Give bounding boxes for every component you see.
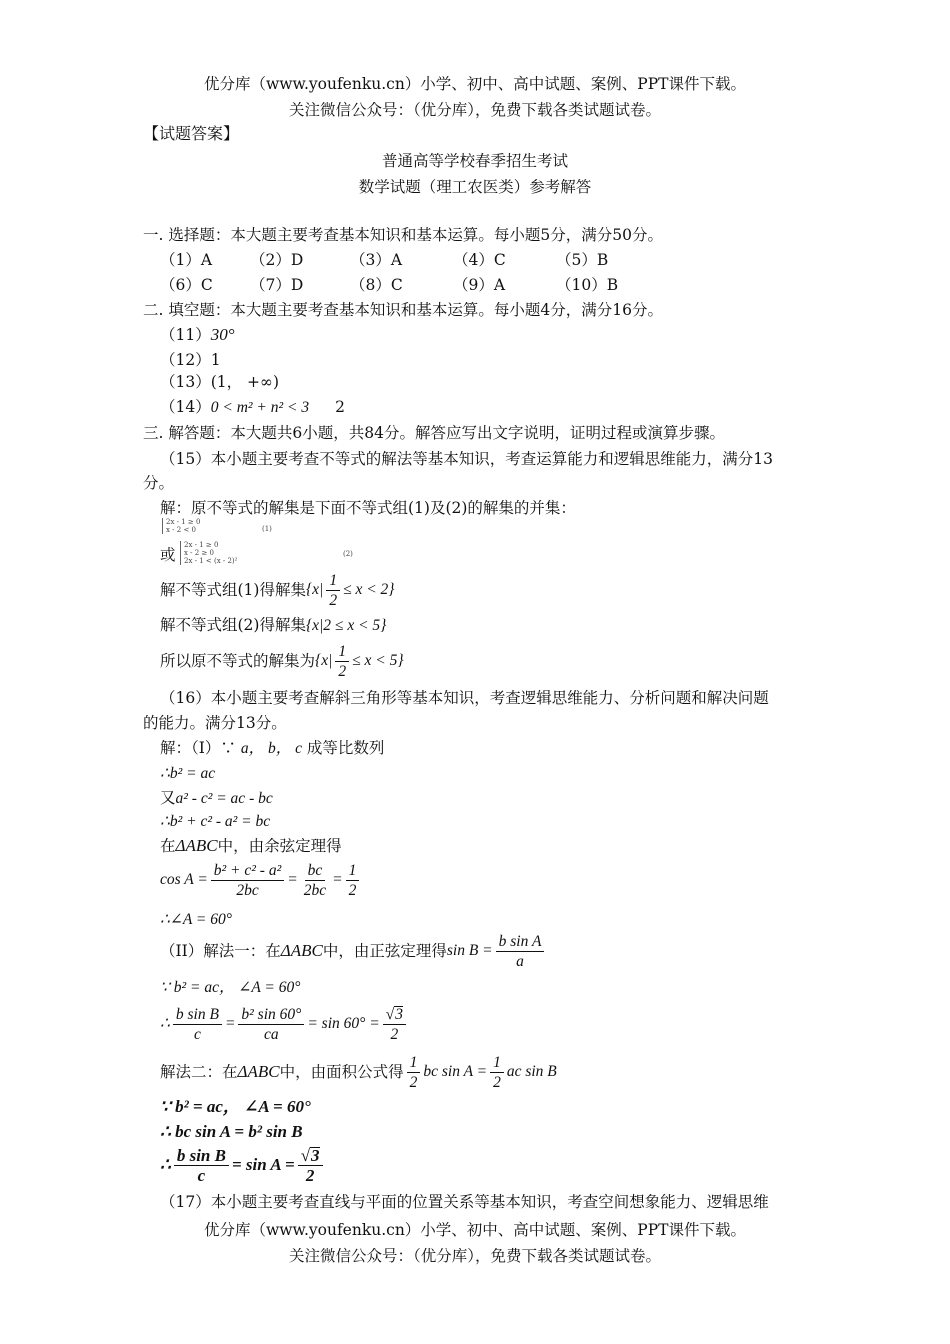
answer-13: （13）(1， +∞): [160, 373, 280, 391]
q15-result-3-den: 2: [338, 662, 347, 680]
q16-cos-mid-num: bc: [305, 861, 326, 881]
q15-system-2-line-a: 2x - 1 ≥ 0: [184, 541, 219, 549]
q16-line-10: ∴ bc sin A = b² sin B: [160, 1122, 303, 1141]
q16-method-2-den2: 2: [493, 1073, 501, 1091]
q15-intro-2: 分。: [143, 474, 175, 492]
q15-result-1-den: 2: [329, 591, 338, 609]
q16-part2-fraction: [496, 932, 545, 971]
q16-method-2-prefix: 解法二：在: [160, 1063, 238, 1081]
answer-14-extra: 2: [335, 398, 345, 416]
q16-method-2-mid: 中，由面积公式得: [279, 1063, 404, 1081]
q16-line-7: ∵ b² = ac， ∠A = 60°: [160, 979, 301, 996]
q16-part2-line: [160, 929, 547, 973]
q15-result-1-text: 解不等式组(1)得解集: [160, 581, 306, 599]
q15-system-1-tag: (1): [262, 525, 272, 533]
q16-line-8-den1: c: [193, 1025, 201, 1043]
q15-result-2: [160, 615, 386, 636]
q16-part2-prefix: （II）解法一：在: [160, 942, 281, 960]
answer-14-expr: 0 < m² + n² < 3: [210, 399, 310, 416]
q15-result-3-pre: {x|: [315, 652, 333, 669]
q16-line-5-triangle: ΔABC: [175, 836, 218, 855]
q16-line-4: ∴b² + c² - a² = bc: [160, 813, 271, 830]
q16-line-9: ∵ b² = ac， ∠A = 60°: [160, 1097, 311, 1116]
q16-method-2-fraction-2: [490, 1053, 504, 1092]
answer-11: [160, 325, 235, 345]
part1-heading: 一. 选择题：本大题主要考查基本知识和基本运算。每小题5分，满分50分。: [143, 226, 663, 244]
q15-system-1-line-b: x - 2 < 0: [166, 526, 196, 534]
q16-cosine-formula: cos A = $\frac{\text{b² + c² - a²}}{2bc}$ = $\frac{bc}{2bc}$ = $\frac{1}{2}$: [160, 858, 362, 902]
q16-part2-num: b sin A: [496, 932, 545, 952]
q15-system-2-line-c: 2x - 1 < (x - 2)²: [184, 557, 238, 565]
header-line-2: 关注微信公众号：（优分库），免费下载各类试题试卷。: [288, 101, 661, 119]
doc-title-2: 数学试题（理工农医类）参考解答: [358, 178, 592, 196]
q16-method-2-num2: 1: [490, 1053, 504, 1073]
q15-result-2-text: 解不等式组(2)得解集: [160, 616, 306, 634]
q16-line-11-res-num: 3: [311, 1145, 320, 1165]
q15-intro-1: （15）本小题主要考查不等式的解法等基本知识，考查运算能力和逻辑思维能力，满分13: [160, 450, 773, 468]
answer-10: （10）B: [556, 276, 619, 294]
q15-system-1: [162, 518, 200, 534]
answer-4: （4）C: [453, 251, 506, 269]
q16-intro-1: （16）本小题主要考查解斜三角形等基本知识，考查逻辑思维能力、分析问题和解决问题: [160, 689, 769, 707]
q16-line-8: ∴ $\frac{\text{b sin B}}{c}$ = $\frac{\text{b² sin 60°}}{ca}$ = sin 60° = $\frac{√3}{2}$: [160, 1000, 409, 1048]
q16-line-8-den2: ca: [264, 1025, 279, 1043]
answer-14: [160, 397, 345, 418]
header-line-1: 优分库（www.youfenku.cn）小学、初中、高中试题、案例、PPT课件下载。: [203, 75, 747, 93]
q16-method-2-fraction-1: [407, 1053, 421, 1092]
q16-line-1-vars: a， b， c: [240, 740, 302, 757]
q16-line-8-fraction-2: [238, 1005, 304, 1044]
footer-line-2: 关注微信公众号：（优分库），免费下载各类试题试卷。: [288, 1247, 661, 1265]
q15-result-3-text: 所以原不等式的解集为: [160, 652, 316, 670]
q16-line-5-prefix: 在: [160, 837, 176, 855]
q15-result-1-post: ≤ x < 2}: [343, 581, 395, 598]
section-title: 【试题答案】: [143, 124, 240, 143]
q15-result-3-post: ≤ x < 5}: [352, 652, 404, 669]
q15-result-1: [160, 572, 394, 608]
q16-part2-lhs: sin B =: [446, 942, 493, 959]
q16-line-1-suffix: 成等比数列: [306, 739, 385, 757]
q15-solution-intro: 解：原不等式的解集是下面不等式组(1)及(2)的解集的并集：: [160, 499, 576, 517]
q16-line-2: ∴b² = ac: [160, 765, 216, 782]
part3-heading: 三. 解答题：本大题共6小题，共84分。解答应写出文字说明，证明过程或演算步骤。: [143, 424, 725, 442]
q15-result-1-pre: {x|: [305, 581, 324, 598]
q16-cos-num: b² + c² - a²: [211, 861, 284, 881]
q16-line-8-num1: b sin B: [173, 1005, 222, 1025]
answer-1: （1）A: [160, 251, 213, 269]
q16-line-5-suffix: 中，由余弦定理得: [217, 837, 342, 855]
q16-line-3-prefix: 又: [160, 789, 176, 807]
q16-line-11-den: c: [197, 1165, 206, 1185]
q16-cos-den: 2bc: [236, 881, 259, 899]
q16-line-11-num: b sin B: [174, 1146, 229, 1166]
q16-line-8-res-num: 3: [395, 1005, 403, 1023]
answer-14-label: （14）: [160, 398, 211, 416]
q16-line-11-res-den: 2: [305, 1165, 315, 1185]
q15-result-3: [160, 642, 404, 680]
q16-method-2: [160, 1052, 557, 1092]
q16-cos-fraction-1: [211, 861, 284, 900]
q16-line-11-pre: ∴: [160, 1155, 171, 1174]
q16-cos-lhs: cos A =: [160, 871, 208, 888]
answer-3: （3）A: [350, 251, 403, 269]
q16-method-2-expr2: ac sin B: [506, 1063, 557, 1080]
q16-line-6: ∴∠A = 60°: [160, 911, 232, 928]
answer-11-value: 30°: [210, 325, 235, 344]
answer-11-label: （11）: [160, 326, 211, 344]
q16-method-2-expr1: bc sin A =: [423, 1063, 488, 1080]
q16-line-8-fraction-1: [173, 1005, 222, 1044]
q16-line-8-res-den: 2: [390, 1025, 399, 1043]
part2-heading: 二. 填空题：本大题主要考查基本知识和基本运算。每小题4分，满分16分。: [143, 301, 663, 319]
q16-method-2-num1: 1: [407, 1053, 421, 1073]
q15-system-1-line-a: 2x - 1 ≥ 0: [166, 518, 201, 526]
q16-line-11-mid: = sin A =: [231, 1155, 295, 1174]
q16-line-5: [160, 836, 342, 856]
q16-line-3-expr: a² - c² = ac - bc: [175, 790, 273, 807]
q16-line-8-num2: b² sin 60°: [238, 1005, 304, 1025]
answer-2: （2）D: [250, 251, 304, 269]
q16-method-2-den1: 2: [409, 1073, 418, 1091]
q16-intro-2: 的能力。满分13分。: [143, 714, 287, 732]
answer-7: （7）D: [250, 276, 304, 294]
q15-system-2: [180, 541, 237, 565]
q15-system-2-line-b: x - 2 ≥ 0: [184, 549, 214, 557]
answer-9: （9）A: [453, 276, 506, 294]
answer-8: （8）C: [350, 276, 403, 294]
q16-line-8-fraction-3: $\frac{√3}{2}$: [383, 1005, 406, 1044]
q15-result-1-fraction: [326, 571, 340, 610]
q16-line-11-fraction-res: $\frac{√3}{2}$: [298, 1146, 323, 1185]
q16-line-11: [160, 1142, 326, 1188]
answer-5: （5）B: [556, 251, 609, 269]
answer-6: （6）C: [160, 276, 213, 294]
answer-12: （12）1: [160, 351, 221, 369]
q16-part2-den: a: [516, 952, 524, 970]
q16-cos-mid-den: 2bc: [303, 881, 327, 899]
q16-line-3: [160, 788, 273, 809]
q16-line-11-fraction: [174, 1146, 229, 1185]
q16-part2-triangle: ΔABC: [280, 941, 323, 960]
q16-cos-fraction-3: [346, 861, 360, 900]
q15-result-2-set: {x|2 ≤ x < 5}: [305, 617, 387, 634]
q15-result-3-num: 1: [335, 642, 349, 662]
q16-line-8-mid: = sin 60° =: [307, 1015, 380, 1032]
q16-method-2-triangle: ΔABC: [237, 1062, 280, 1081]
q16-cos-res-den: 2: [348, 881, 357, 899]
q15-result-1-num: 1: [326, 571, 340, 591]
q15-or: 或: [160, 546, 176, 564]
footer-line-1: 优分库（www.youfenku.cn）小学、初中、高中试题、案例、PPT课件下载。: [203, 1221, 747, 1239]
q15-result-3-fraction: [335, 642, 349, 681]
q16-line-8-pre: ∴: [160, 1015, 170, 1032]
q16-line-1-prefix: 解：（I）∵: [160, 739, 236, 757]
q16-part2-mid: 中，由正弦定理得: [322, 942, 447, 960]
q15-system-2-tag: (2): [343, 550, 353, 558]
doc-title-1: 普通高等学校春季招生考试: [381, 152, 568, 170]
q16-cos-fraction-2: [301, 861, 329, 900]
q16-line-1: [160, 738, 384, 759]
q16-cos-res-num: 1: [346, 861, 360, 881]
q17-intro: （17）本小题主要考查直线与平面的位置关系等基本知识，考查空间想象能力、逻辑思维: [160, 1193, 769, 1211]
